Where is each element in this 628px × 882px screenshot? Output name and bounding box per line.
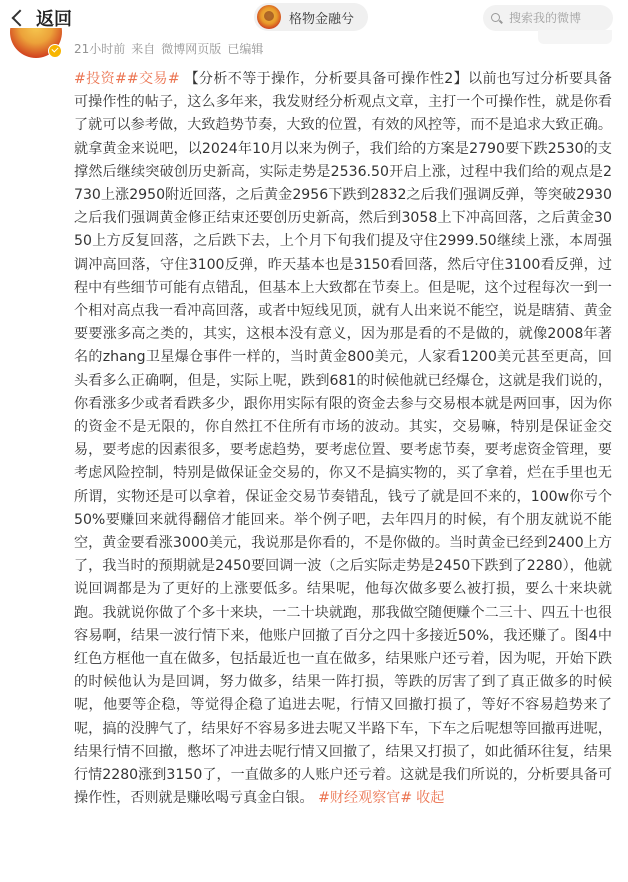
post-meta <box>74 40 269 57</box>
post-source[interactable]: 微博网页版 <box>161 42 222 56</box>
account-name: 格物金融兮 <box>289 11 355 27</box>
post-more-menu-button[interactable] <box>538 30 612 44</box>
post-time[interactable]: 21小时前 <box>74 42 126 56</box>
account-switcher[interactable] <box>254 3 368 31</box>
post-source-prefix: 来自 <box>131 42 156 56</box>
back-label: 返回 <box>36 9 72 30</box>
account-avatar <box>257 5 281 29</box>
hashtag-invest[interactable]: #投资# <box>74 71 127 87</box>
hashtag-trade[interactable]: #交易# <box>126 71 180 87</box>
post-edited-flag[interactable]: 已编辑 <box>227 42 264 56</box>
post-text: 【分析不等于操作，分析要具备可操作性2】以前也写过分析要具备可操作性的帖子，这么多年来，我发财经分析观点文章，主打一个可操作性，就是你看了就可以参考做，大致趋势节奏，大致的位置，有效的风控等，而不是追求大致正确。就拿黄金来说吧，以2024年10月以来为例子，我们给的方案是2790要下跌2530的支撑然后继续突破创历史新高，实际走势是2536.50开启上涨，过程中我们给的观点是2730上涨2950附近回落，之后黄金2956下跌到2832之后我们强调反弹，等突破2930之后我们强调黄金修正结束还要创历史新高，然后到3058上下冲高回落，之后黄金3050上方反复回落，之后跌下去，上个月下旬我们提及守住2999.50继续上涨，本周强调冲高回落，守住3100反弹，昨天基本也是3150看回落，然后守住3100看反弹，过程中有些细节可能有点错乱，但基本上大致都在节奏上。但是呢，这个过程每次一到一个相对高点我一看冲高回落，或者中短线见顶，就有人出来说不能空，说是瞎猜、黄金要要涨多高之类的，其实，这根本没有意义，因为那是看的不是做的，就像2008年著名的zhang卫星爆仓事件一样的，当时黄金800美元，人家看1200美元甚至更高，回头看多么正确啊，但是，实际上呢，跌到681的时候他就已经爆仓，这就是我们说的，你看涨多少或者看跌多少，跟你用实际有限的资金去参与交易根本就是两回事，因为你的资金不是无限的，你自然扛不住所有市场的波动。其实，交易嘛，特别是保证金交易，要考虑的因素很多，要考虑趋势，要考虑位置、要考虑节奏，要考虑资金管理，要考虑风险控制，特别是做保证金交易的，你又不是搞实物的，买了拿着，烂在手里也无所谓，实物还是可以拿着，保证金交易节奏错乱，钱亏了就是回不来的，100w你亏个50%要赚回来就得翻倍才能回来。举个例子吧，去年四月的时候，有个朋友就说不能空，黄金要看涨3000美元，我说那是你看的，不是你做的。当时黄金已经到2400上方了，我当时的预期就是2450要回调一波（之后实际走势是2450下跌到了2280），他就说回调都是为了更好的上涨要低多。结果呢，他每次做多要么被打损，要么十来块就跑。我就说你做了个多十来块，一二十块就跑，那我做空随便赚个二三十、四五十也很容易啊，结果一波行情下来，他账户回撤了百分之四十多接近50%，我还赚了。图4中红色方框他一直在做多，包括最近也一直在做多，结果账户还亏着，因为呢，开始下跌的时候他认为是回调，努力做多，结果一阵打损，等跌的厉害了到了真正做多的时候呢，他要等企稳，等觉得企稳了追进去呢，行情又回撤打损了，等好不容易趋势来了呢，搞的没脾气了，结果好不容易多进去呢又半路下车，下车之后呢想等回撤再进呢，结果行情不回撤，憋坏了冲进去呢行情又回撤了，结果又打损了，如此循环往复，结果行情2280涨到3150了，一直做多的人账户还亏着。这就是我们所说的，分析要具备可操作性，否则就是赚吆喝亏真金白银。 <box>74 71 612 807</box>
chevron-left-icon <box>12 10 29 27</box>
search-icon <box>491 13 502 24</box>
search-input[interactable] <box>509 11 609 25</box>
collapse-link[interactable]: 收起 <box>416 790 445 807</box>
verified-badge-icon <box>48 44 62 58</box>
post-body <box>74 68 612 811</box>
hashtag-column[interactable]: #财经观察官# <box>318 790 413 807</box>
search-box[interactable] <box>483 5 613 31</box>
top-bar <box>0 0 628 36</box>
bottom-edge <box>0 876 628 882</box>
